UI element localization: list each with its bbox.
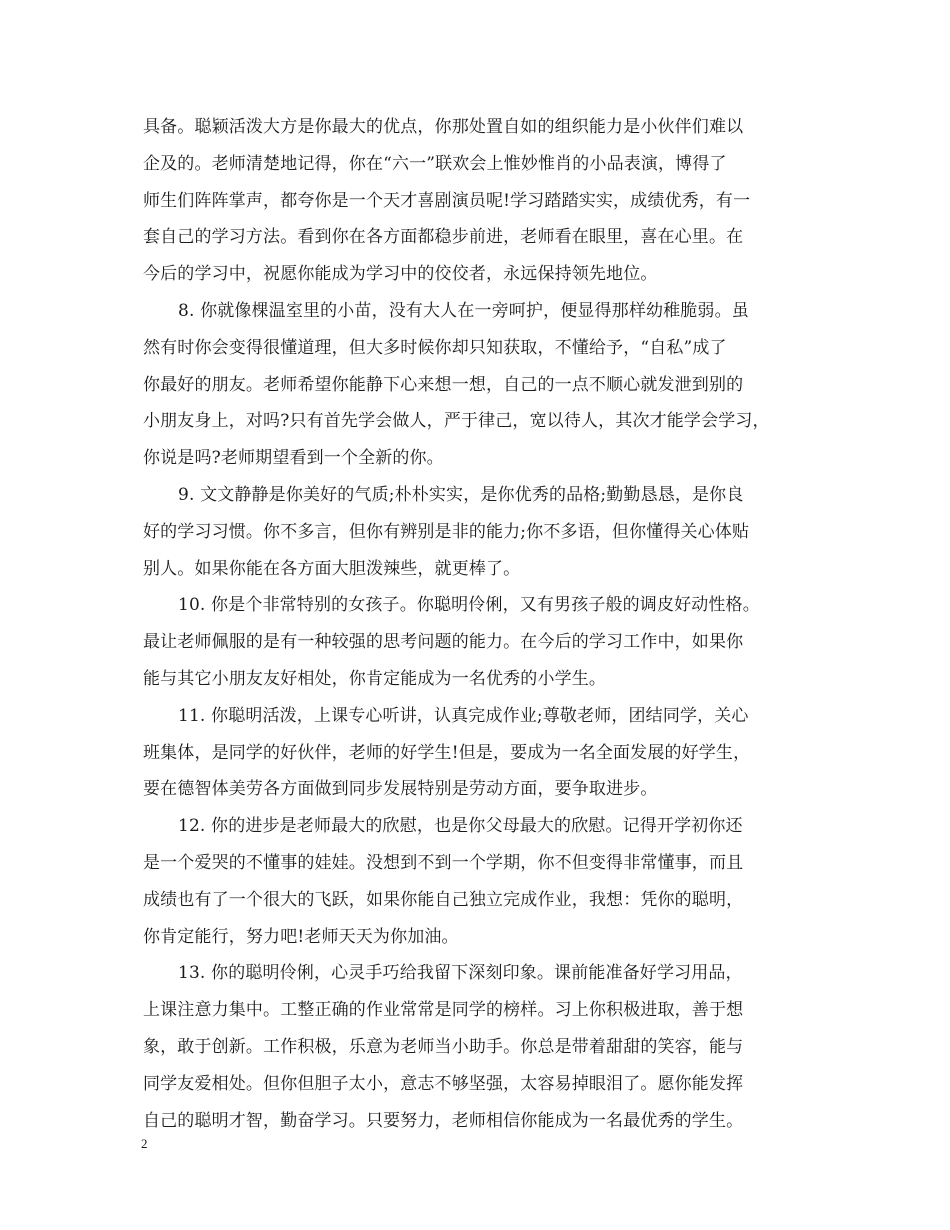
text-line: 成绩也有了一个很大的飞跃，如果你能自己独立完成作业，我想：凭你的聪明， (143, 889, 744, 910)
text-line: 你肯定能行，努力吧!老师天天为你加油。 (143, 926, 459, 947)
paragraph-8 (143, 293, 821, 477)
document-body (143, 109, 821, 1139)
text-line: 你说是吗?老师期望看到一个全新的你。 (143, 448, 444, 469)
text-line: 企及的。老师清楚地记得，你在“六一”联欢会上惟妙惟肖的小品表演，博得了 (143, 153, 727, 174)
text-line: 套自己的学习方法。看到你在各方面都稳步前进，老师看在眼里，喜在心里。在 (143, 227, 744, 248)
text-line: 能与其它小朋友友好相处，你肯定能成为一名优秀的小学生。 (143, 668, 607, 689)
paragraph-7-continued (143, 109, 821, 293)
text-line: 11. 你聪明活泼，上课专心听讲，认真完成作业;尊敬老师，团结同学，关心 (178, 705, 749, 726)
text-line: 班集体，是同学的好伙伴，老师的好学生!但是，要成为一名全面发展的好学生， (143, 742, 751, 763)
page-number: 2 (141, 1136, 148, 1151)
paragraph-11 (143, 698, 821, 808)
paragraph-9 (143, 477, 821, 587)
text-line: 10. 你是个非常特别的女孩子。你聪明伶俐，又有男孩子般的调皮好动性格。 (178, 595, 760, 616)
text-line: 然有时你会变得很懂道理，但大多时候你却只知获取，不懂给予，“自私”成了 (143, 337, 727, 358)
text-line: 象，敢于创新。工作积极，乐意为老师当小助手。你总是带着甜甜的笑容，能与 (143, 1036, 744, 1057)
paragraph-10 (143, 587, 821, 697)
text-line: 9. 文文静静是你美好的气质;朴朴实实，是你优秀的品格;勤勤恳恳，是你良 (178, 484, 744, 505)
text-line: 好的学习习惯。你不多言，但你有辨别是非的能力;你不多语，但你懂得关心体贴 (143, 521, 750, 542)
text-line: 小朋友身上，对吗?只有首先学会做人，严于律己，宽以待人，其次才能学会学习， (143, 411, 770, 432)
text-line: 具备。聪颖活泼大方是你最大的优点，你那处置自如的组织能力是小伙伴们难以 (143, 117, 744, 137)
text-line: 最让老师佩服的是有一种较强的思考问题的能力。在今后的学习工作中，如果你 (143, 632, 744, 653)
text-line: 师生们阵阵掌声，都夸你是一个天才喜剧演员呢!学习踏踏实实，成绩优秀，有一 (143, 190, 751, 211)
text-line: 8. 你就像棵温室里的小苗，没有大人在一旁呵护，便显得那样幼稚脆弱。虽 (178, 300, 749, 321)
text-line: 同学友爱相处。但你但胆子太小，意志不够坚强，太容易掉眼泪了。愿你能发挥 (143, 1073, 744, 1094)
text-line: 13. 你的聪明伶俐，心灵手巧给我留下深刻印象。课前能准备好学习用品， (178, 963, 743, 984)
text-line: 别人。如果你能在各方面大胆泼辣些，就更棒了。 (143, 558, 521, 579)
text-line: 自己的聪明才智，勤奋学习。只要努力，老师相信你能成为一名最优秀的学生。 (143, 1110, 744, 1131)
text-line: 上课注意力集中。工整正确的作业常常是同学的榜样。习上你积极进取，善于想 (143, 1000, 744, 1021)
text-line: 12. 你的进步是老师最大的欣慰，也是你父母最大的欣慰。记得开学初你还 (178, 816, 743, 837)
text-line: 是一个爱哭的不懂事的娃娃。没想到不到一个学期，你不但变得非常懂事，而且 (143, 852, 744, 873)
text-line: 你最好的朋友。老师希望你能静下心来想一想，自己的一点不顺心就发泄到别的 (143, 374, 744, 395)
paragraph-13 (143, 955, 821, 1139)
text-line: 要在德智体美劳各方面做到同步发展特别是劳动方面，要争取进步。 (143, 779, 658, 800)
paragraph-12 (143, 808, 821, 955)
text-line: 今后的学习中，祝愿你能成为学习中的佼佼者，永远保持领先地位。 (143, 264, 658, 285)
